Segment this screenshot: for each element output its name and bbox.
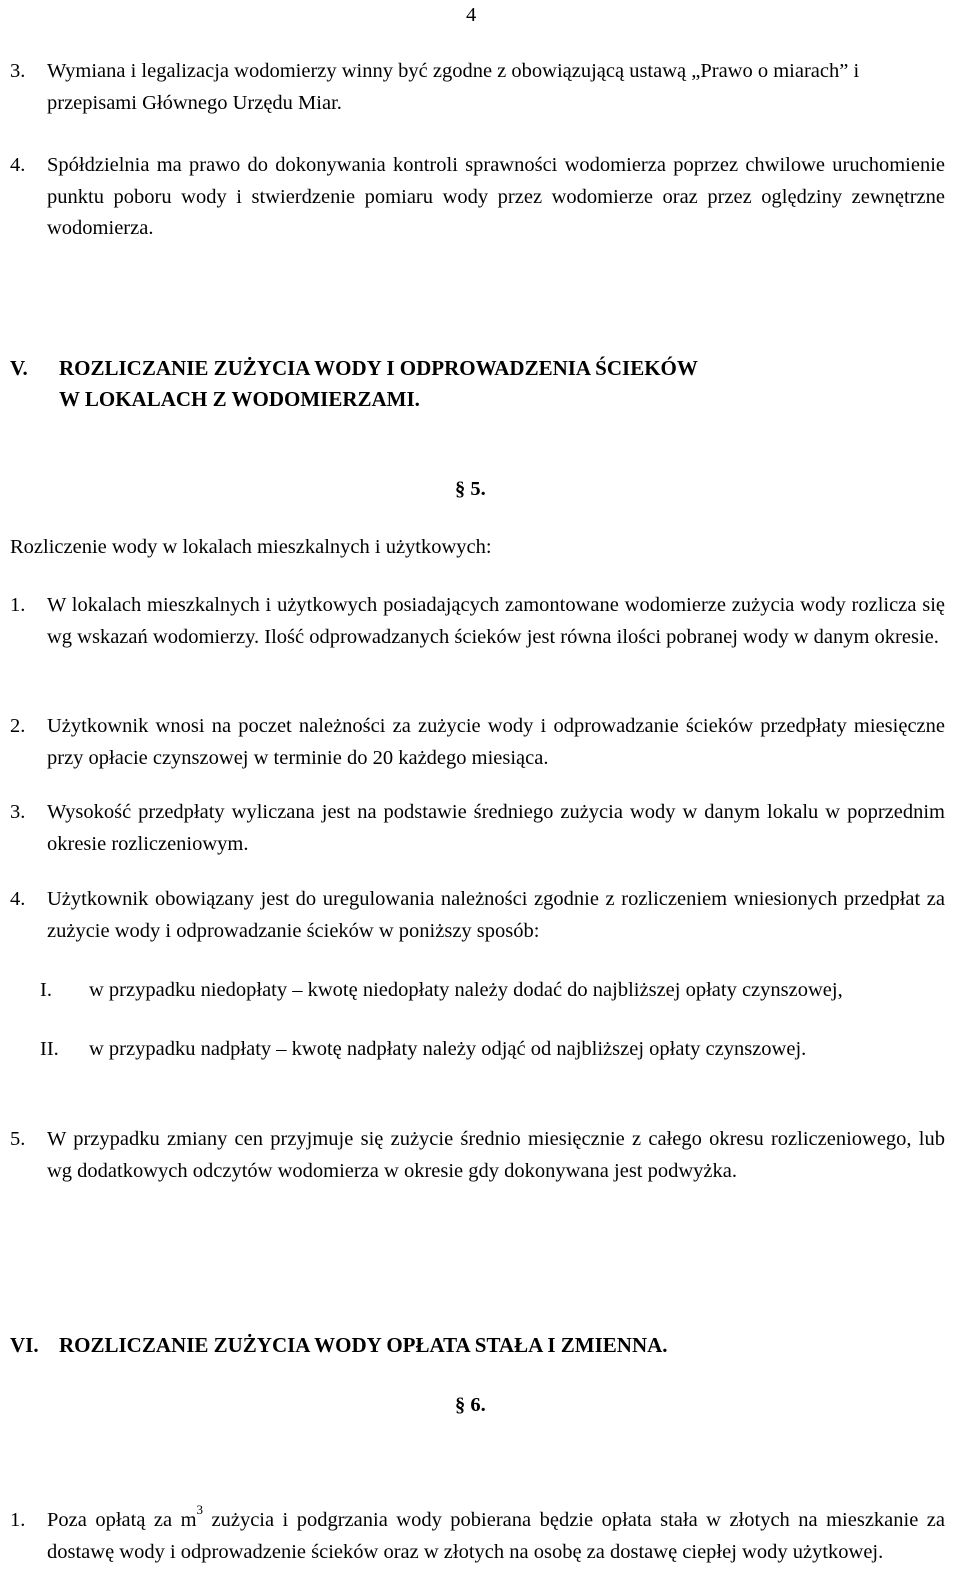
list-item	[10, 711, 945, 774]
list-item	[10, 884, 945, 947]
section-heading-vi	[10, 1330, 668, 1361]
page-number: 4	[466, 4, 477, 26]
paragraph-sign-5: § 5.	[455, 478, 486, 500]
list-item	[10, 797, 945, 860]
sub-list-item	[40, 1034, 945, 1066]
list-item	[10, 56, 945, 119]
list-item	[10, 1124, 945, 1187]
item-number: 1.	[10, 594, 26, 616]
sub-list-item	[40, 975, 945, 1007]
item-number: 4.	[10, 154, 26, 176]
item-text: W przypadku zmiany cen przyjmuje się zużycie średnio miesięcznie z całego okresu rozliczeniowego, lub wg dodatkowych odczytów wodomierza w okresie gdy dokonywana jest podwyżka.	[47, 1128, 945, 1182]
item-number: 3.	[10, 60, 26, 82]
sub-item-number: II.	[40, 1038, 59, 1060]
item-number: 1.	[10, 1509, 26, 1531]
section-title: ROZLICZANIE ZUŻYCIA WODY OPŁATA STAŁA I ZMIENNA.	[59, 1333, 668, 1357]
intro-text: Rozliczenie wody w lokalach mieszkalnych i użytkowych:	[10, 536, 492, 558]
section-number: V.	[10, 356, 28, 380]
list-item	[10, 1502, 945, 1568]
sub-item-text: w przypadku nadpłaty – kwotę nadpłaty należy odjąć od najbliższej opłaty czynszowej.	[89, 1038, 807, 1060]
item-text: W lokalach mieszkalnych i użytkowych posiadających zamontowane wodomierze zużycia wody rozlicza się wg wskazań wodomierzy. Ilość odprowadzanych ścieków jest równa ilości pobranej wody w danym okresie.	[47, 594, 945, 648]
item-text: Wysokość przedpłaty wyliczana jest na podstawie średniego zużycia wody w danym lokalu w poprzednim okresie rozliczeniowym.	[47, 801, 945, 855]
item-number: 2.	[10, 715, 26, 737]
paragraph-sign-6: § 6.	[455, 1394, 486, 1416]
item-text: Użytkownik obowiązany jest do uregulowania należności zgodnie z rozliczeniem wniesionych przedpłat za zużycie wody i odprowadzanie ścieków w poniższy sposób:	[47, 888, 945, 942]
item-text-start: Poza opłatą za m	[47, 1509, 197, 1531]
list-item	[10, 150, 945, 245]
section-title-line2: W LOKALACH Z WODOMIERZAMI.	[59, 387, 420, 411]
section-heading-v	[10, 353, 698, 415]
item-number: 5.	[10, 1128, 26, 1150]
section-number: VI.	[10, 1333, 39, 1357]
section-title-line1: ROZLICZANIE ZUŻYCIA WODY I ODPROWADZENIA ŚCIEKÓW	[59, 356, 698, 380]
item-text: Spółdzielnia ma prawo do dokonywania kontroli sprawności wodomierza poprzez chwilowe uruchomienie punktu poboru wody i stwierdzenie pomiaru wody przez wodomierze oraz przez oględziny zewnętrzne wodomierza.	[47, 154, 945, 239]
item-number: 4.	[10, 888, 26, 910]
sub-item-number: I.	[40, 979, 52, 1001]
item-number: 3.	[10, 801, 26, 823]
superscript: 3	[196, 1502, 204, 1518]
item-text: Wymiana i legalizacja wodomierzy winny być zgodne z obowiązującą ustawą „Prawo o miarach” i przepisami Głównego Urzędu Miar.	[47, 60, 860, 114]
list-item	[10, 590, 945, 653]
item-text: Użytkownik wnosi na poczet należności za zużycie wody i odprowadzanie ścieków przedpłaty miesięczne przy opłacie czynszowej w terminie do 20 każdego miesiąca.	[47, 715, 945, 769]
sub-item-text: w przypadku niedopłaty – kwotę niedopłaty należy dodać do najbliższej opłaty czynszowej,	[89, 979, 843, 1001]
item-text-end: zużycia i podgrzania wody pobierana będzie opłata stała w złotych na mieszkanie za dostawę wody i odprowadzenie ścieków oraz w złotych na osobę za dostawę ciepłej wody użytkowej.	[47, 1509, 945, 1563]
item-text	[47, 1502, 945, 1568]
